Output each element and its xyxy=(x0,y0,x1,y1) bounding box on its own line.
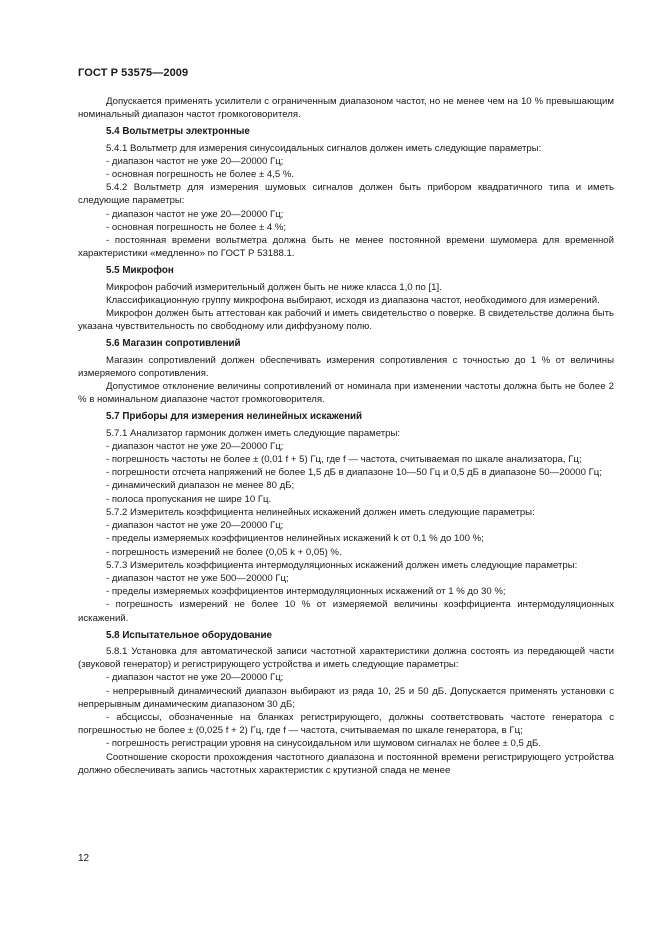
paragraph: Допустимое отклонение величины сопротивлений от номинала при изменении частоты должна быть не более 2 % в номинальном диапазоне частот громкоговорителя. xyxy=(78,381,614,406)
list-item: - полоса пропускания не шире 10 Гц. xyxy=(106,493,272,505)
paragraph: Классификационную группу микрофона выбирают, исходя из диапазона частот, необходимого для измерений. xyxy=(106,294,600,306)
list-item: - погрешности отсчета напряжений не более 1,5 дБ в диапазоне 10—50 Гц и 0,5 дБ в диапазоне 50—20000 Гц; xyxy=(106,467,602,479)
page-number: 12 xyxy=(78,853,90,864)
list-item: - пределы измеряемых коэффициентов интермодуляционных искажений от 1 % до 30 %; xyxy=(106,586,506,598)
paragraph: 5.4.1 Вольтметр для измерения синусоидальных сигналов должен иметь следующие параметры: xyxy=(106,142,542,154)
section-heading: 5.5 Микрофон xyxy=(106,265,174,277)
paragraph: Допускается применять усилители с ограниченным диапазоном частот, но не менее чем на 10 % превышающим номинальный диапазон частот громкоговорителя. xyxy=(78,96,614,121)
paragraph: Соотношение скорости прохождения частотного диапазона и постоянной времени регистрирующего устройства должно обеспечивать запись частотных характеристик с крутизной спада не менее xyxy=(78,751,614,776)
list-item: - основная погрешность не более ± 4,5 %. xyxy=(106,169,295,181)
list-item: - погрешность измерений не более (0,05 k + 0,05) %. xyxy=(106,546,342,558)
document-body xyxy=(78,95,614,777)
list-item: - диапазон частот не уже 500—20000 Гц; xyxy=(106,572,289,584)
list-item: - диапазон частот не уже 20—20000 Гц; xyxy=(106,440,284,452)
section-heading: 5.4 Вольтметры электронные xyxy=(106,126,250,138)
list-item: - динамический диапазон не менее 80 дБ; xyxy=(106,480,295,492)
section-heading: 5.7 Приборы для измерения нелинейных искажений xyxy=(106,411,363,423)
paragraph: 5.7.2 Измеритель коэффициента нелинейных искажений должен иметь следующие параметры: xyxy=(106,506,535,518)
list-item: - пределы измеряемых коэффициентов нелинейных искажений k от 0,1 % до 100 %; xyxy=(106,533,484,545)
document-header: ГОСТ Р 53575—2009 xyxy=(78,67,189,79)
section-heading: 5.6 Магазин сопротивлений xyxy=(106,338,241,350)
paragraph: 5.7.1 Анализатор гармоник должен иметь следующие параметры: xyxy=(106,427,401,439)
section-heading: 5.8 Испытательное оборудование xyxy=(106,629,272,641)
list-item: - диапазон частот не уже 20—20000 Гц; xyxy=(106,520,284,532)
list-item: - погрешность регистрации уровня на синусоидальном или шумовом сигналах не более ± 0,5 дБ. xyxy=(106,738,542,750)
list-item: - диапазон частот не уже 20—20000 Гц; xyxy=(106,155,284,167)
paragraph: 5.4.2 Вольтметр для измерения шумовых сигналов должен быть прибором квадратичного типа и иметь следующие параметры: xyxy=(78,182,614,207)
paragraph: Микрофон должен быть аттестован как рабочий и иметь свидетельство о поверке. В свидетельстве должна быть указана чувствительность по свободному или диффузному полю. xyxy=(78,308,614,333)
list-item: - постоянная времени вольтметра должна быть не менее постоянной времени шумомера для временной характеристики «медленно» по ГОСТ Р 53188.1. xyxy=(78,235,614,260)
list-item: - диапазон частот не уже 20—20000 Гц; xyxy=(106,672,284,684)
paragraph: Микрофон рабочий измерительный должен быть не ниже класса 1,0 по [1]. xyxy=(106,281,442,293)
paragraph: 5.8.1 Установка для автоматической записи частотной характеристики должна состоять из передающей части (звуковой генератор) и регистрирующего устройства и иметь следующие параметры: xyxy=(78,645,614,671)
list-item: - основная погрешность не более ± 4 %; xyxy=(106,221,287,233)
list-item: - диапазон частот не уже 20—20000 Гц; xyxy=(106,208,284,220)
list-item: - погрешность измерений не более 10 % от измеряемой величины коэффициента интермодуляционных искажений. xyxy=(78,599,614,624)
paragraph: Магазин сопротивлений должен обеспечивать измерения сопротивления с точностью до 1 % от величины измеряемого сопротивления. xyxy=(78,354,614,379)
list-item: - непрерывный динамический диапазон выбирают из ряда 10, 25 и 50 дБ. Допускается применять установки с непрерывным динамическим диапазоном 30 дБ; xyxy=(78,685,614,710)
paragraph: 5.7.3 Измеритель коэффициента интермодуляционных искажений должен иметь следующие параметры: xyxy=(106,559,578,571)
list-item: - абсциссы, обозначенные на бланках регистрирующего, должны соответствовать частоте генератора с погрешностью не более ± (0,025 f + 2) Гц, где f — частота, считываемая по шкале генератора, в Гц; xyxy=(78,711,614,737)
list-item: - погрешность частоты не более ± (0,01 f + 5) Гц, где f — частота, считываемая по шкале анализатора, Гц; xyxy=(106,454,582,466)
